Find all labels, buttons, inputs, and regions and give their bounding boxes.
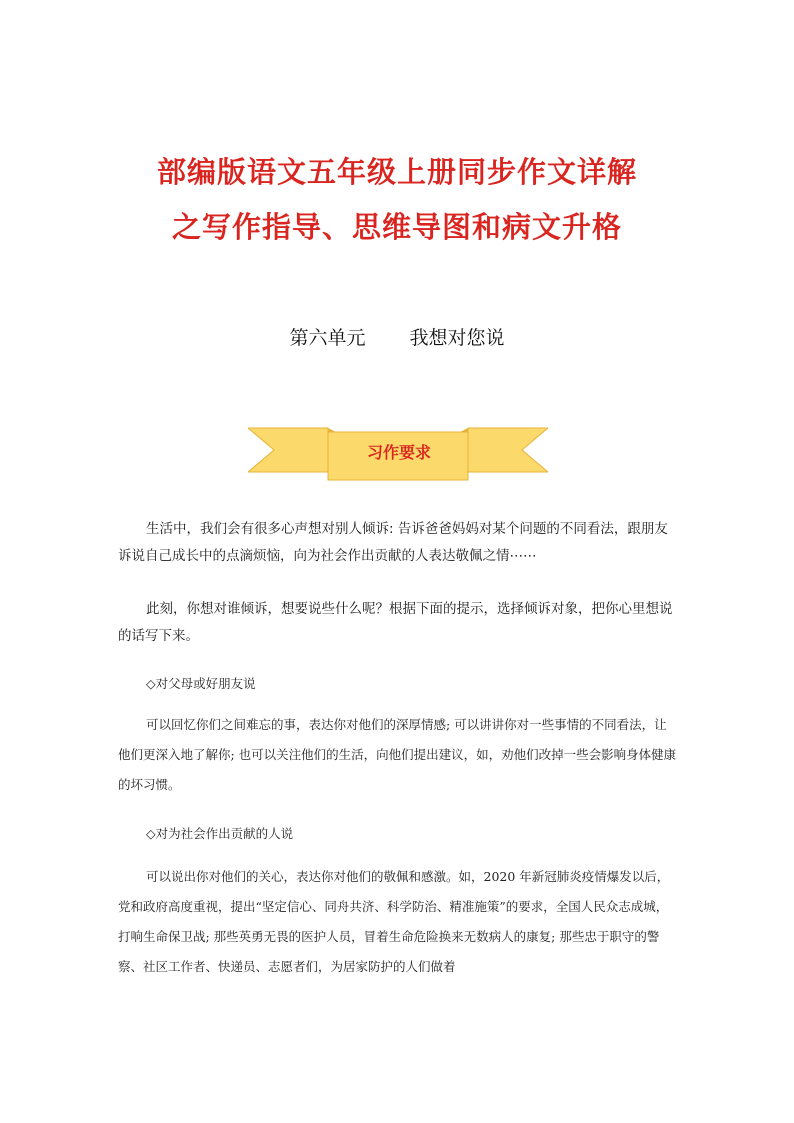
intro-paragraph-1: 生活中，我们会有很多心声想对别人倾诉: 告诉爸爸妈妈对某个问题的不同看法，跟朋友诉说自己成长中的点滴烦恼，向为社会作出贡献的人表达敬佩之情⋯⋯ [118,521,668,564]
intro-paragraph-2: 此刻，你想对谁倾诉，想要说些什么呢？根据下面的提示，选择倾诉对象，把你心里想说的话写下来。 [118,601,673,644]
paragraph-contributors: 可以说出你对他们的关心，表达你对他们的敬佩和感激。如，2020 年新冠肺炎疫情爆发以后，党和政府高度重视，提出“坚定信心、同舟共济、科学防治、精准施策”的要求，全国人民众志成城，打响生命保卫战; 那些英勇无畏的医护人员，冒着生命危险换来无数病人的康复; 那些忠于职守的警察、社区工作者、快递员、志愿者们，为居家防护的人们做着 [118,869,670,974]
document-title-line2: 之写作指导、思维导图和病文升格 [171,210,622,244]
unit-topic: 我想对您说 [409,327,505,349]
unit-number: 第六单元 [289,327,366,349]
unit-heading [0,323,794,350]
section-heading-contributors: ◇对为社会作出贡献的人说 [146,826,294,841]
document-title-line1: 部编版语文五年级上册同步作文详解 [156,155,637,189]
section-heading-parents: ◇对父母或好朋友说 [146,676,256,691]
banner-label: 习作要求 [366,443,431,462]
paragraph-parents: 可以回忆你们之间难忘的事，表达你对他们的深厚情感; 可以讲讲你对一些事情的不同看法，让他们更深入地了解你; 也可以关注他们的生活，向他们提出建议，如，劝他们改掉一些会影响身体健康的坏习惯。 [118,717,677,792]
